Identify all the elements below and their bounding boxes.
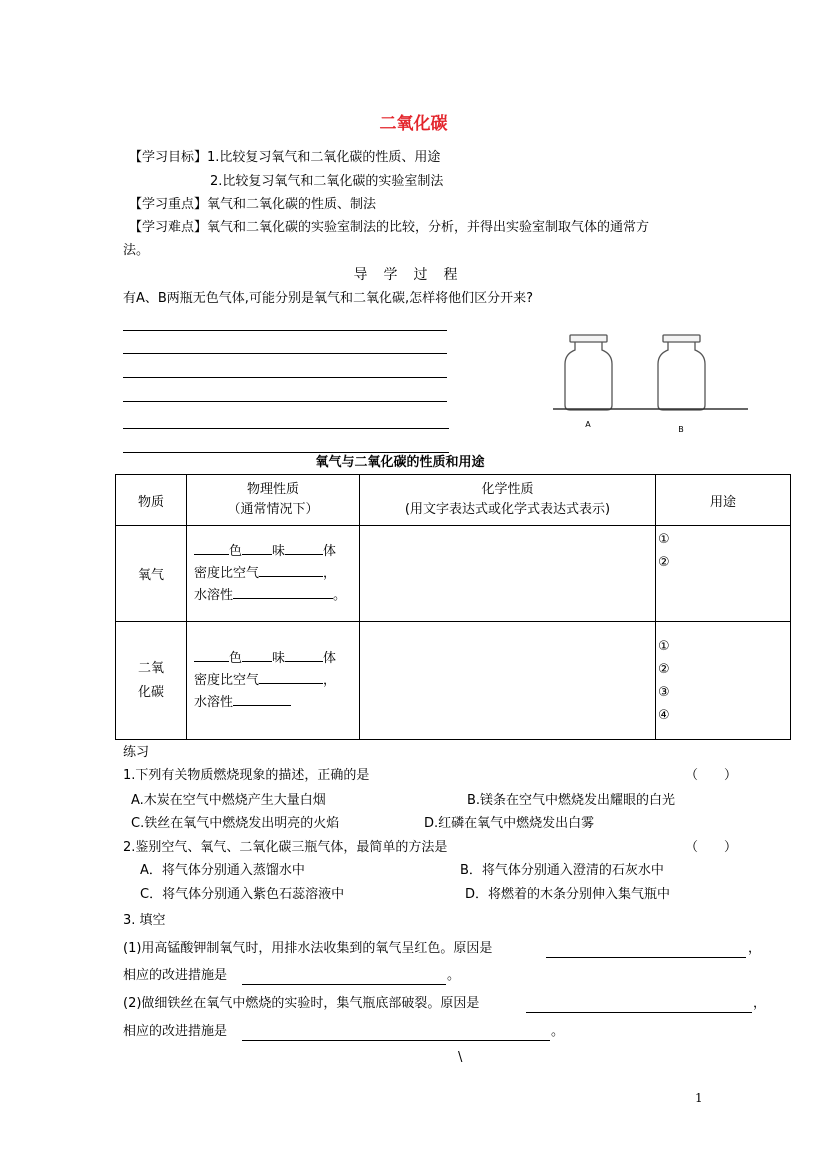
oxygen-solubility-line: [187, 585, 359, 607]
stray-mark: \: [458, 1050, 463, 1065]
difficulty-text: 氧气和二氧化碳的实验室制法的比较，分析，并得出实验室制取气体的通常方: [207, 220, 650, 235]
q3-part2-tail: ，: [753, 996, 767, 1011]
density-label: 密度比空气: [194, 565, 260, 581]
co2-use-1: ①: [658, 638, 670, 654]
q2-option-a[interactable]: A．将气体分别通入蒸馏水中: [140, 863, 305, 878]
objective-2: 2.比较复习氧气和二氧化碳的实验室制法: [210, 174, 444, 189]
q3-heading: 3. 填空: [123, 913, 166, 928]
q2-stem: 2.鉴别空气、氧气、二氧化碳三瓶气体，最简单的方法是: [123, 840, 448, 855]
key-points-text: 氧气和二氧化碳的性质、制法: [207, 197, 377, 212]
header-chemical-sub: (用文字表达式或化学式表达式表示): [404, 502, 611, 517]
co2-use-4: ④: [658, 707, 670, 723]
bottle-a-icon: [565, 335, 612, 410]
oxygen-name: 氧气: [116, 526, 187, 622]
blank[interactable]: [242, 648, 272, 662]
table-header-row: [116, 475, 791, 526]
smell-word: 味: [272, 543, 286, 559]
oxygen-use-1: ①: [658, 532, 670, 547]
page-title: 二氧化碳: [379, 114, 448, 134]
answer-line-6: [123, 452, 449, 453]
blank[interactable]: [259, 670, 323, 684]
q3-part1-end: 。: [447, 968, 461, 983]
oxygen-uses: [656, 526, 791, 622]
table-title: 氧气与二氧化碳的性质和用途: [315, 455, 485, 470]
solubility-label: 水溶性: [194, 587, 234, 603]
difficulty-label: 【学习难点】: [129, 220, 208, 235]
period: 。: [333, 587, 347, 603]
q1-option-c[interactable]: C.铁丝在氧气中燃烧发出明亮的火焰: [131, 816, 340, 831]
header-physical-sub: （通常情况下）: [227, 502, 319, 517]
q3-part1-tail: ，: [748, 941, 762, 956]
header-physical-label: 物理性质: [246, 482, 299, 497]
oxygen-use-2: ②: [658, 555, 670, 570]
page-number: 1: [695, 1091, 703, 1105]
q3-part1-line1: [123, 941, 492, 957]
q3-part1-fix-blank[interactable]: [242, 984, 446, 985]
bottle-a-label: A: [585, 420, 591, 429]
oxygen-physical: [187, 526, 360, 622]
co2-name-line1: 二氧: [137, 660, 164, 676]
blank[interactable]: [233, 692, 291, 706]
header-substance: 物质: [116, 475, 187, 526]
q1-answer-paren[interactable]: （ ）: [685, 768, 738, 783]
q3-part2-end: 。: [551, 1024, 565, 1039]
answer-line-5: [123, 428, 449, 429]
color-word: 色: [229, 543, 243, 559]
properties-table: [115, 474, 791, 740]
q2-option-d[interactable]: D．将燃着的木条分别伸入集气瓶中: [465, 887, 671, 902]
co2-use-2: ②: [658, 661, 670, 677]
co2-use-3: ③: [658, 684, 670, 700]
header-physical: [187, 475, 360, 526]
answer-line-4: [123, 401, 447, 402]
bottle-b-icon: [658, 335, 705, 410]
oxygen-chemical[interactable]: [360, 526, 656, 622]
objectives-label: 【学习目标】: [129, 150, 208, 165]
co2-name: [116, 622, 187, 740]
q3-part2-line1: [123, 996, 479, 1012]
comma: ，: [323, 672, 337, 688]
blank[interactable]: [259, 563, 323, 577]
q1-option-b[interactable]: B.镁条在空气中燃烧发出耀眼的白光: [467, 793, 676, 808]
q3-part2-reason-blank[interactable]: [526, 1012, 752, 1013]
difficulty-line1: [129, 220, 649, 236]
table-row-oxygen: [116, 526, 791, 622]
answer-line-1: [123, 330, 447, 331]
blank[interactable]: [233, 585, 333, 599]
color-word: 色: [229, 650, 243, 666]
solubility-label: 水溶性: [194, 694, 234, 710]
difficulty-line2: 法。: [123, 243, 150, 258]
oxygen-appearance-line: [187, 541, 359, 563]
header-chemical-label: 化学性质: [481, 482, 534, 497]
blank[interactable]: [194, 541, 229, 555]
table-row-co2: [116, 622, 791, 740]
header-chemical: [360, 475, 656, 526]
co2-appearance-line: [187, 648, 359, 670]
q1-option-a[interactable]: A.木炭在空气中燃烧产生大量白烟: [131, 793, 326, 808]
blank[interactable]: [285, 541, 323, 555]
answer-line-3: [123, 377, 447, 378]
header-use: 用途: [656, 475, 791, 526]
comma: ，: [323, 565, 337, 581]
answer-line-2: [123, 353, 447, 354]
question-intro: 有A、B两瓶无色气体,可能分别是氧气和二氧化碳,怎样将他们区分开来?: [123, 291, 533, 306]
state-word: 体: [323, 543, 337, 559]
objectives-line1: [129, 150, 440, 166]
density-label: 密度比空气: [194, 672, 260, 688]
smell-word: 味: [272, 650, 286, 666]
q2-option-c[interactable]: C．将气体分别通入紫色石蕊溶液中: [140, 887, 345, 902]
key-points-label: 【学习重点】: [129, 197, 208, 212]
co2-solubility-line: [187, 692, 359, 714]
co2-physical: [187, 622, 360, 740]
q3-part2-prompt: (2)做细铁丝在氧气中燃烧的实验时，集气瓶底部破裂。原因是: [123, 996, 480, 1011]
q3-part1-fix-label: 相应的改进措施是: [123, 968, 228, 983]
blank[interactable]: [242, 541, 272, 555]
q3-part1-prompt: (1)用高锰酸钾制氧气时，用排水法收集到的氧气呈红色。原因是: [123, 941, 493, 956]
blank[interactable]: [285, 648, 323, 662]
q3-part2-fix-blank[interactable]: [242, 1040, 550, 1041]
co2-name-line2: 化碳: [137, 684, 164, 700]
oxygen-density-line: [187, 563, 359, 585]
bottle-b-label: B: [678, 425, 684, 434]
state-word: 体: [323, 650, 337, 666]
practice-label: 练习: [123, 745, 150, 760]
q1-option-d[interactable]: D.红磷在氧气中燃烧发出白雾: [424, 816, 595, 831]
objective-1: 1.比较复习氧气和二氧化碳的性质、用途: [207, 150, 441, 165]
guide-heading: 导学过程: [353, 267, 474, 283]
gas-bottles-figure: [550, 330, 755, 440]
key-points: [129, 197, 376, 213]
co2-density-line: [187, 670, 359, 692]
q3-part1-reason-blank[interactable]: [546, 957, 746, 958]
q2-answer-paren[interactable]: （ ）: [685, 840, 738, 855]
q1-stem: 1.下列有关物质燃烧现象的描述，正确的是: [123, 768, 370, 783]
q3-part2-fix-label: 相应的改进措施是: [123, 1024, 228, 1039]
co2-uses: [656, 622, 791, 740]
blank[interactable]: [194, 648, 229, 662]
q2-option-b[interactable]: B．将气体分别通入澄清的石灰水中: [460, 863, 664, 878]
co2-chemical[interactable]: [360, 622, 656, 740]
